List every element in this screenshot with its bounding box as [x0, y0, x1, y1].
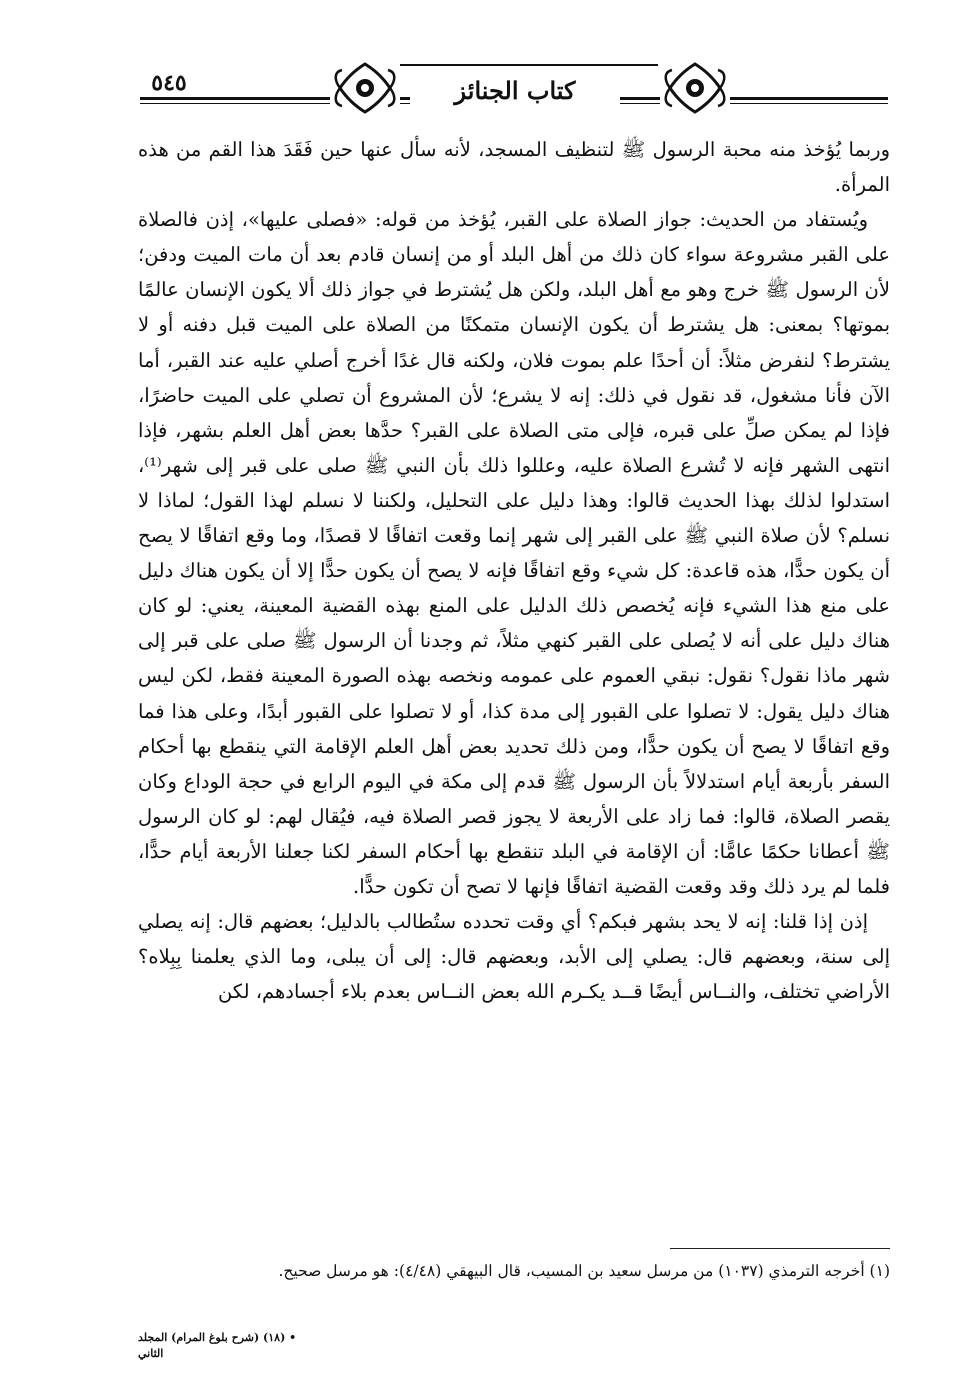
paragraph-2: ويُستفاد من الحديث: جواز الصلاة على القبر، يُؤخذ من قوله: «فصلى عليها»، إذن فالصلاة على القبر مشروعة سواء كان ذلك من أهل البلد أو من إنسان قادم بعد أن مات الميت ودفن؛ لأن الرسول ﷺ خرج وهو مع أهل البلد، ولكن هل يُشترط في جواز ذلك ألا يكون الإنسان عالمًا بموتها؟ بمعنى: هل يشترط أن يكون الإنسان متمكنًا من الصلاة على الميت قبل دفنه أو لا يشترط؟ لنفرض مثلاً: أن أحدًا علم بموت فلان، ولكنه قال غدًا أخرج أصلي عليه عند القبر، أما الآن فأنا مشغول، قد نقول في ذلك: إنه لا يشرع؛ لأن المشروع أن تصلي على الميت حاضرًا، فإذا لم يمكن صلِّ على قبره، فإلى متى الصلاة على القبر؟ حدَّها بعض أهل العلم بشهر، فإذا انتهى الشهر فإنه لا تُشرع الصلاة عليه، وعللوا ذلك بأن النبي ﷺ صلى على قبر إلى شهر⁽¹⁾، استدلوا لذلك بهذا الحديث قالوا: وهذا دليل على التحليل، ولكننا لا نسلم لهذا القول؛ لماذا لا نسلم؟ لأن صلاة النبي ﷺ على القبر إلى شهر إنما وقعت اتفاقًا لا قصدًا، وما وقع اتفاقًا لا يصح أن يكون حدًّا، هذه قاعدة: كل شيء وقع اتفاقًا فإنه لا يصح أن يكون حدًّا إلا أن يكون هناك دليل على منع هذا الشيء فإنه يُخصص ذلك الدليل على المنع بهذه القضية المعينة، يعني: لو كان هناك دليل على أنه لا يُصلى على القبر كنهي مثلاً، ثم وجدنا أن الرسول ﷺ صلى على قبر إلى شهر ماذا نقول؟ نقول: نبقي العموم على عمومه ونخصه بهذه الصورة المعينة فقط، لكن ليس هناك دليل يقول: لا تصلوا على القبور إلى مدة كذا، أو لا تصلوا على القبور أبدًا، وعلى هذا فما وقع اتفاقًا لا يصح أن يكون حدًّا، ومن ذلك تحديد بعض أهل العلم الإقامة التي ينقطع بها أحكام السفر بأربعة أيام استدلالاً بأن الرسول ﷺ قدم إلى مكة في اليوم الرابع في حجة الوداع وكان يقصر الصلاة، قالوا: فما زاد على الأربعة لا يجوز قصر الصلاة فيه، فيُقال لهم: لو كان الرسول ﷺ أعطانا حكمًا عامًّا: أن الإقامة في البلد تنقطع بها أحكام السفر لكنا جعلنا الأربعة أيام حدًّا، فلما لم يرد ذلك وقد وقعت القضية اتفاقًا فإنها لا تصح أن تكون حدًّا.: [138, 208, 890, 898]
paragraph-3: إذن إذا قلنا: إنه لا يحد بشهر فبكم؟ أي وقت تحدده ستُطالب بالدليل؛ بعضهم قال: إنه يصلي إلى سنة، وبعضهم قال: يصلي إلى الأبد، وبعضهم قال: إلى أن يبلى، وما الذي يعلمنا بِبِلاه؟ الأراضي تختلف، والنــاس أيضًا قــد يكـرم الله بعض النــاس بعدم بلاء أجسادهم، لكن: [138, 910, 890, 1004]
floral-ornament-icon: [660, 58, 730, 118]
paragraph-1: وربما يُؤخذ منه محبة الرسول ﷺ لتنظيف المسجد، لأنه سأل عنها حين فَقَدَ هذا القم من هذه المرأة.: [138, 138, 890, 197]
footnote: (١) أخرجه الترمذي (١٠٣٧) من مرسل سعيد بن المسيب، قال البيهقي (٤/٤٨): هو مرسل صحيح.: [278, 1262, 890, 1280]
page-number: ٥٤٥: [151, 70, 187, 96]
footnote-divider: [670, 1248, 890, 1249]
floral-ornament-icon: [330, 58, 400, 118]
page-header: [140, 58, 888, 118]
body-text: [138, 132, 890, 1009]
book-imprint: • (١٨) (شرح بلوغ المرام) المجلد الثاني: [138, 1331, 297, 1360]
header-top-rule: [370, 64, 658, 66]
running-title: كتاب الجنائز: [410, 76, 620, 106]
